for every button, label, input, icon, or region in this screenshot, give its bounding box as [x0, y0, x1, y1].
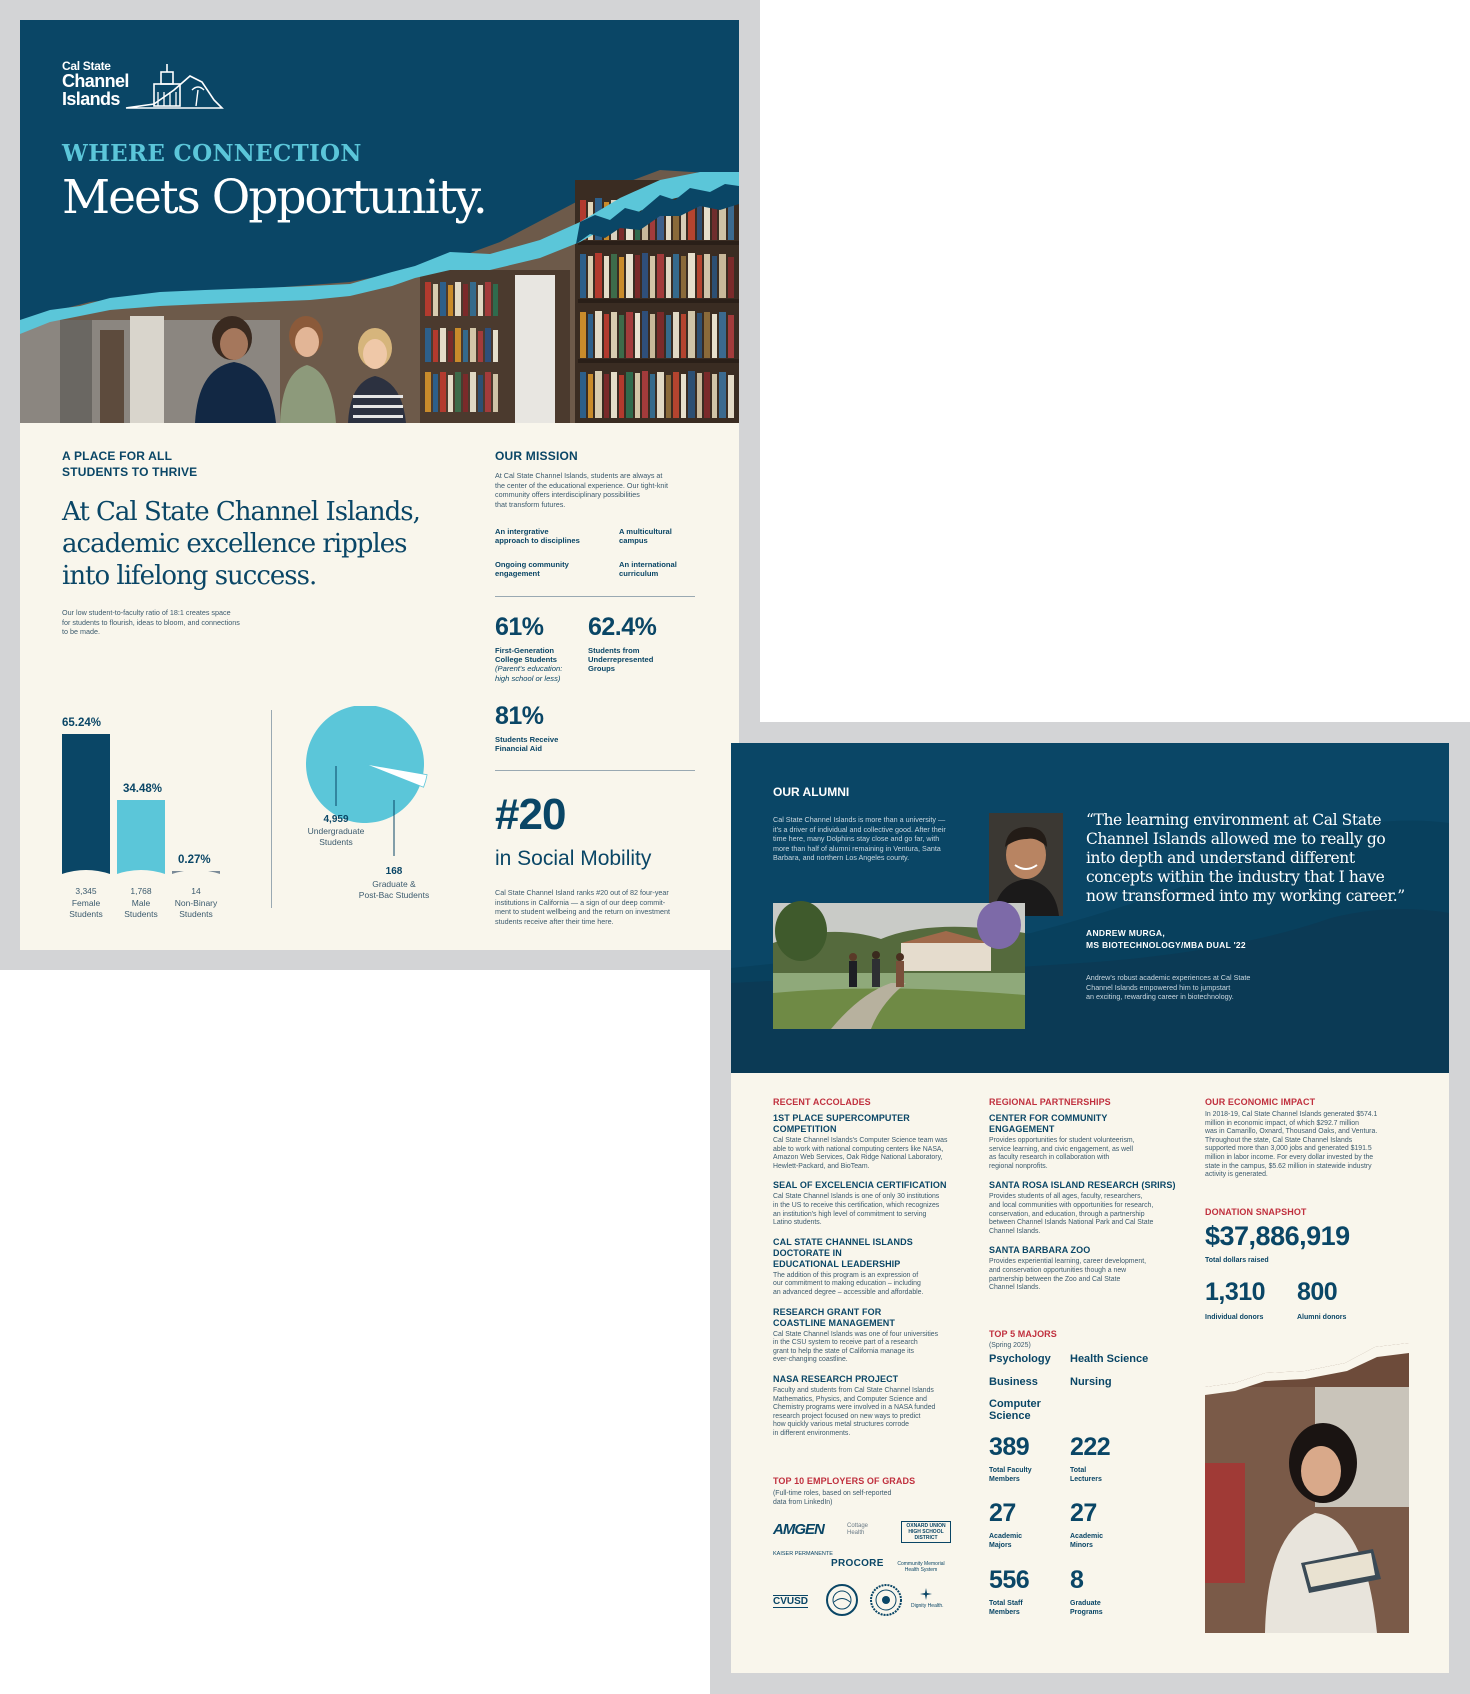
- text-line: was in Camarillo, Oxnard, Thousand Oaks, and Ventura.: [1205, 1128, 1378, 1136]
- text-line: The addition of this program is an expression of: [773, 1271, 919, 1279]
- stat-label: [495, 735, 558, 753]
- procore-logo: PROCORE: [831, 1558, 884, 1569]
- text-line: Faculty and students from Cal State Channel Islands: [773, 1386, 934, 1394]
- title-line: COMPETITION: [773, 1124, 837, 1134]
- donor-label: Individual donors: [1205, 1314, 1264, 1321]
- title-line: CENTER FOR COMMUNITY: [989, 1113, 1108, 1123]
- info-block-text: [773, 1137, 973, 1171]
- figure-label: [989, 1600, 1023, 1617]
- label-line: Students Receive: [495, 735, 559, 744]
- label-line: Groups: [588, 664, 616, 674]
- hero-kicker: WHERE CONNECTION: [62, 140, 362, 167]
- title-line: COASTLINE MANAGEMENT: [773, 1317, 895, 1328]
- gender-bar-chart: [58, 706, 258, 926]
- text-line: supported more than 3,000 jobs and generated $191.5: [1205, 1145, 1372, 1153]
- stat-label: [588, 646, 653, 674]
- pillar-line: An international: [619, 560, 677, 569]
- alumni-quote: “The learning environment at Cal State Channel Islands allowed me to really go into depth and understand different concepts within the industry that I have now transformed into my working career.”: [1086, 811, 1405, 905]
- info-block-text: [773, 1272, 973, 1298]
- text-line: Mathematics, Physics, and Computer Science and: [773, 1395, 927, 1403]
- student-reading-photo: [1205, 1343, 1409, 1633]
- major-item: [989, 1398, 1041, 1422]
- accolades-heading: RECENT ACCOLADES: [773, 1097, 871, 1107]
- info-block-text: [989, 1258, 1189, 1292]
- mission-pillar: [619, 527, 729, 545]
- brochure-page-2: [731, 743, 1449, 1673]
- text-line: Cal State Channel Islands is one of only 30 institutions: [773, 1193, 940, 1201]
- enrollment-pie-chart: [290, 706, 480, 926]
- logo-line-1: Cal State: [62, 59, 111, 73]
- text-line: how quickly various metal structures corrode: [773, 1421, 909, 1429]
- text-line: Latino students.: [773, 1219, 822, 1227]
- info-block: [989, 1113, 1189, 1171]
- bar-value-label: 0.27%: [178, 854, 211, 866]
- rank-value: #20: [495, 790, 566, 839]
- section-eyebrow: [62, 448, 262, 480]
- dignity-health-icon: [919, 1587, 933, 1601]
- partnerships-list: [989, 1113, 1189, 1302]
- figure-label: [1070, 1600, 1103, 1617]
- figure-label: [1070, 1533, 1103, 1550]
- employers-heading: TOP 10 EMPLOYERS OF GRADS: [773, 1476, 916, 1486]
- donor-count: 1,310: [1205, 1278, 1266, 1306]
- campus-walk-photo: [773, 901, 1025, 1029]
- pillar-line: Ongoing community: [495, 560, 569, 569]
- eyebrow-line: A PLACE FOR ALL: [62, 449, 173, 463]
- text-line: ment to student wellbeing and the return on investment: [495, 907, 671, 917]
- figure-value: 27: [989, 1499, 1016, 1527]
- bar: [117, 800, 165, 874]
- text-line: Cal State Channel Islands is more than a university —: [773, 815, 946, 824]
- text-line: between Channel Islands National Park and Cal State: [989, 1219, 1154, 1227]
- info-block-title: [989, 1245, 1189, 1256]
- accolades-list: [773, 1113, 973, 1447]
- info-block: [989, 1245, 1189, 1292]
- figure-value: 556: [989, 1566, 1030, 1594]
- pillar-line: approach to disciplines: [495, 536, 580, 546]
- text-line: Our low student-to-faculty ratio of 18:1 creates space: [62, 608, 231, 617]
- text-line: Hewlett-Packard, and BioTeam.: [773, 1162, 870, 1170]
- cvusd-logo: CVUSD: [773, 1596, 809, 1607]
- label-line: College Students: [495, 655, 558, 665]
- text-line: the center of the educational experience. Our tight-knit: [495, 480, 669, 490]
- economic-heading: OUR ECONOMIC IMPACT: [1205, 1097, 1316, 1107]
- majors-note: (Spring 2025): [989, 1342, 1031, 1349]
- ratio-paragraph: [62, 608, 272, 637]
- text-line: partnership between the Zoo and Cal State: [989, 1275, 1121, 1283]
- info-block-text: [773, 1387, 973, 1439]
- title-line: SANTA ROSA ISLAND RESEARCH (SRIRS): [989, 1180, 1176, 1191]
- text-line: and conservation opportunities though a new: [989, 1266, 1127, 1274]
- figure-value: 222: [1070, 1433, 1111, 1461]
- text-line: our commitment to making education – including: [773, 1280, 921, 1288]
- text-line: in the CSU system to receive part of a research: [773, 1339, 918, 1347]
- rank-paragraph: [495, 888, 705, 926]
- label-note: (Parent's education:: [495, 664, 563, 674]
- title-line: SEAL OF EXCELENCIA CERTIFICATION: [773, 1180, 947, 1191]
- text-line: million in labor income. For every dollar invested by the: [1205, 1153, 1374, 1161]
- pie-value-label: 168: [385, 866, 403, 877]
- logo-line-2: Channel: [62, 71, 129, 91]
- info-block: [989, 1180, 1189, 1236]
- donation-heading: DONATION SNAPSHOT: [1205, 1207, 1307, 1217]
- text-line: for students to flourish, ideas to bloom, and connections: [62, 617, 240, 627]
- figure-label: [989, 1533, 1022, 1550]
- figure-label: [989, 1467, 1032, 1484]
- pillar-line: curriculum: [619, 569, 659, 579]
- text-line: to be made.: [62, 627, 100, 637]
- figure-label: [1070, 1467, 1102, 1484]
- alumni-banner: [731, 743, 1449, 1073]
- text-line: more than half of alumni remaining in Ventura, Santa: [773, 843, 941, 853]
- text-line: data from LinkedIn): [773, 1498, 833, 1506]
- major-item: Health Science: [1070, 1353, 1149, 1365]
- text-line: an exciting, rewarding career in biotechnology.: [1086, 992, 1234, 1002]
- major-item: Nursing: [1070, 1376, 1112, 1388]
- text-line: Provides students of all ages, faculty, researchers,: [989, 1193, 1143, 1201]
- info-block: [773, 1237, 973, 1298]
- info-block-title: [773, 1113, 973, 1135]
- text-line: able to work with national computing centers like NASA,: [773, 1145, 944, 1153]
- label-line: Total Faculty: [989, 1467, 1032, 1474]
- info-block-text: [773, 1331, 973, 1365]
- info-block-text: [989, 1193, 1189, 1236]
- text-line: grant to help the state of California manage its: [773, 1347, 914, 1355]
- text-line: ever-changing coastline.: [773, 1356, 848, 1364]
- cottage-health-logo: Cottage Health: [847, 1523, 869, 1536]
- pillar-line: engagement: [495, 569, 540, 579]
- text-line: In 2018-19, Cal State Channel Islands generated $574.1: [1205, 1111, 1378, 1118]
- text-line: million in economic impact, of which $292.7 million: [1205, 1119, 1359, 1127]
- mission-pillar: [495, 560, 605, 578]
- text-line: At Cal State Channel Islands, students are always at: [495, 471, 663, 480]
- attribution-line: MS BIOTECHNOLOGY/MBA DUAL '22: [1086, 940, 1246, 950]
- donor-count: 800: [1297, 1278, 1338, 1306]
- info-block-text: [989, 1137, 1189, 1171]
- hero-banner: [20, 20, 739, 423]
- hero-headline: Meets Opportunity.: [62, 170, 486, 225]
- economic-paragraph: [1205, 1111, 1410, 1180]
- text-line: time here, many Dolphins stay close and go far, with: [773, 834, 940, 844]
- label-line: Programs: [1070, 1608, 1103, 1616]
- text-line: state in the campus, $5.62 million in statewide industry: [1205, 1162, 1372, 1170]
- label-note: high school or less): [495, 673, 561, 683]
- title-line: ENGAGEMENT: [989, 1124, 1055, 1134]
- bar-value-label: 65.24%: [62, 717, 102, 729]
- text-line: regional nonprofits.: [989, 1162, 1048, 1170]
- donor-label: Alumni donors: [1297, 1314, 1347, 1321]
- divider: [495, 770, 695, 771]
- pillar-line: An intergrative: [495, 527, 549, 536]
- bar-category-label: Male: [131, 898, 151, 908]
- text-line: Provides experiential learning, career development,: [989, 1258, 1147, 1266]
- info-block-title: [989, 1113, 1189, 1135]
- amgen-logo: AMGEN: [773, 1521, 824, 1538]
- bar-count-label: 14: [191, 886, 201, 896]
- quote-note: [1086, 973, 1286, 1002]
- text-line: Andrew's robust academic experiences at Cal State: [1086, 973, 1251, 982]
- major-line: Computer: [989, 1398, 1041, 1410]
- label-line: Academic: [989, 1533, 1023, 1540]
- pie-category-label: Students: [319, 837, 353, 847]
- text-line: Throughout the state, Cal State Channel Islands: [1205, 1136, 1353, 1144]
- text-line: in the US to receive this certification, which recognizes: [773, 1201, 940, 1209]
- text-line: it's a driver of individual and collective good. After their: [773, 824, 946, 834]
- text-line: institutions in California — a sign of our deep commit-: [495, 897, 666, 907]
- text-line: (Full-time roles, based on self-reported: [773, 1490, 892, 1497]
- pie-category-label: Graduate &: [372, 879, 416, 889]
- figure-value: 27: [1070, 1499, 1097, 1527]
- info-block: [773, 1113, 973, 1171]
- eyebrow-line: STUDENTS TO THRIVE: [62, 465, 198, 479]
- pie-slice: [306, 706, 424, 823]
- label-line: First-Generation: [495, 646, 555, 655]
- stat-label: [495, 646, 562, 683]
- info-block-title: [989, 1180, 1189, 1191]
- text-line: Chemistry programs were involved in a NASA funded: [773, 1404, 936, 1412]
- bar-category-label: Students: [69, 909, 103, 919]
- bar-value-label: 34.48%: [123, 783, 163, 796]
- text-line: Cal State Channel Islands's Computer Science team was: [773, 1137, 948, 1144]
- pie-value-label: 4,959: [323, 814, 349, 825]
- label-line: Total Staff: [989, 1600, 1023, 1607]
- mission-eyebrow: OUR MISSION: [495, 449, 578, 463]
- info-block-title: [773, 1237, 973, 1270]
- info-block-title: [773, 1180, 973, 1191]
- text-line: Channel Islands empowered him to jumpstart: [1086, 982, 1231, 992]
- stat-value: 61%: [495, 613, 544, 641]
- info-block: [773, 1374, 973, 1439]
- bar-count-label: 1,768: [130, 886, 152, 896]
- stat-value: 81%: [495, 702, 544, 730]
- text-line: Provides opportunities for student volunteerism,: [989, 1137, 1135, 1144]
- bar-category-label: Non-Binary: [174, 898, 218, 908]
- kaiser-permanente-logo: KAISER PERMANENTE: [773, 1551, 833, 1557]
- figure-value: 8: [1070, 1566, 1084, 1594]
- major-line: Science: [989, 1410, 1031, 1422]
- info-block: [773, 1307, 973, 1365]
- bar: [62, 734, 110, 874]
- label-line: Members: [989, 1608, 1020, 1616]
- text-line: Cal State Channel Islands was one of four universities: [773, 1330, 939, 1338]
- lead-statement: At Cal State Channel Islands, academic excellence ripples into lifelong success.: [62, 497, 420, 591]
- text-line: community offers interdisciplinary possibilities: [495, 490, 640, 500]
- pie-category-label: Undergraduate: [307, 826, 365, 836]
- csuci-logo: [62, 60, 129, 108]
- brochure-page-1: [20, 20, 739, 950]
- text-line: Cal State Channel Island ranks #20 out of 82 four-year: [495, 888, 669, 897]
- text-line: in different environments.: [773, 1429, 851, 1437]
- mission-paragraph: [495, 471, 695, 509]
- divider: [495, 596, 695, 597]
- text-line: an advanced degree – accessible and affordable.: [773, 1288, 924, 1296]
- label-line: Members: [989, 1475, 1020, 1483]
- info-block: [773, 1180, 973, 1227]
- label-line: Majors: [989, 1541, 1012, 1549]
- employers-note: [773, 1490, 891, 1507]
- majors-heading: TOP 5 MAJORS: [989, 1329, 1057, 1339]
- text-line: and local communities with opportunities for research,: [989, 1201, 1154, 1209]
- bar-category-label: Students: [124, 909, 158, 919]
- text-line: service learning, and civic engagement, as well: [989, 1145, 1134, 1153]
- dignity-health-logo: Dignity Health.: [911, 1603, 944, 1609]
- label-line: Academic: [1070, 1533, 1104, 1540]
- title-line: EDUCATIONAL LEADERSHIP: [773, 1258, 901, 1269]
- alumni-paragraph: [773, 815, 973, 863]
- info-block-text: [773, 1193, 973, 1227]
- stat-value: 62.4%: [588, 613, 657, 641]
- text-line: an institution's high level of commitment to serving: [773, 1210, 927, 1218]
- major-item: Business: [989, 1376, 1038, 1388]
- label-line: Students from: [588, 646, 640, 655]
- title-line: CAL STATE CHANNEL ISLANDS: [773, 1236, 913, 1247]
- bar-count-label: 3,345: [75, 886, 97, 896]
- title-line: SANTA BARBARA ZOO: [989, 1245, 1091, 1256]
- title-line: RESEARCH GRANT FOR: [773, 1306, 882, 1317]
- text-line: research project focused on new ways to predict: [773, 1412, 921, 1420]
- text-line: Barbara, and northern Los Angeles county.: [773, 853, 910, 863]
- title-line: NASA RESEARCH PROJECT: [773, 1373, 899, 1384]
- donation-total: $37,886,919: [1205, 1221, 1350, 1251]
- info-block-title: [773, 1307, 973, 1329]
- text-line: conservation, and education, through a partnership: [989, 1210, 1145, 1218]
- pillar-line: campus: [619, 536, 648, 546]
- pillar-line: A multicultural: [619, 527, 672, 536]
- mission-tower-icon: [124, 60, 224, 112]
- donation-total-label: Total dollars raised: [1205, 1257, 1269, 1264]
- county-seal-icon: [825, 1583, 859, 1617]
- attribution-line: ANDREW MURGA,: [1086, 928, 1165, 938]
- bar-category-label: Students: [179, 909, 213, 919]
- oxnard-union-logo: OXNARD UNION HIGH SCHOOL DISTRICT: [901, 1521, 951, 1543]
- title-line: 1ST PLACE SUPERCOMPUTER: [773, 1113, 910, 1123]
- text-line: activity is generated.: [1205, 1171, 1268, 1179]
- label-line: Underrepresented: [588, 655, 654, 665]
- alumnus-portrait: [989, 813, 1063, 916]
- bar-category-label: Female: [71, 898, 101, 908]
- label-line: Financial Aid: [495, 744, 542, 754]
- figure-value: 389: [989, 1433, 1030, 1461]
- divider: [271, 710, 272, 908]
- label-line: Lecturers: [1070, 1475, 1102, 1483]
- mission-pillar: [619, 560, 729, 578]
- pie-category-label: Post-Bac Students: [358, 890, 430, 900]
- title-line: DOCTORATE IN: [773, 1247, 842, 1258]
- text-line: that transform futures.: [495, 499, 566, 509]
- info-block-title: [773, 1374, 973, 1385]
- major-item: Psychology: [989, 1353, 1051, 1365]
- partnerships-heading: REGIONAL PARTNERSHIPS: [989, 1097, 1111, 1107]
- text-line: Amazon Web Services, Oak Ridge National Laboratory,: [773, 1154, 943, 1162]
- mission-pillar: [495, 527, 605, 545]
- logo-line-3: Islands: [62, 89, 120, 109]
- text-line: Channel Islands.: [989, 1284, 1041, 1292]
- text-line: students receive after their time here.: [495, 916, 614, 926]
- text-line: Channel Islands.: [989, 1227, 1041, 1235]
- text-line: as faculty research in collaboration with: [989, 1154, 1110, 1162]
- label-line: Minors: [1070, 1541, 1093, 1549]
- rank-label: in Social Mobility: [495, 847, 652, 870]
- label-line: Graduate: [1070, 1600, 1101, 1607]
- community-memorial-logo: Community Memorial Health System: [897, 1561, 945, 1573]
- state-seal-icon: [869, 1583, 903, 1617]
- label-line: Total: [1070, 1467, 1087, 1474]
- alumni-eyebrow: OUR ALUMNI: [773, 785, 850, 799]
- quote-attribution: [1086, 927, 1246, 951]
